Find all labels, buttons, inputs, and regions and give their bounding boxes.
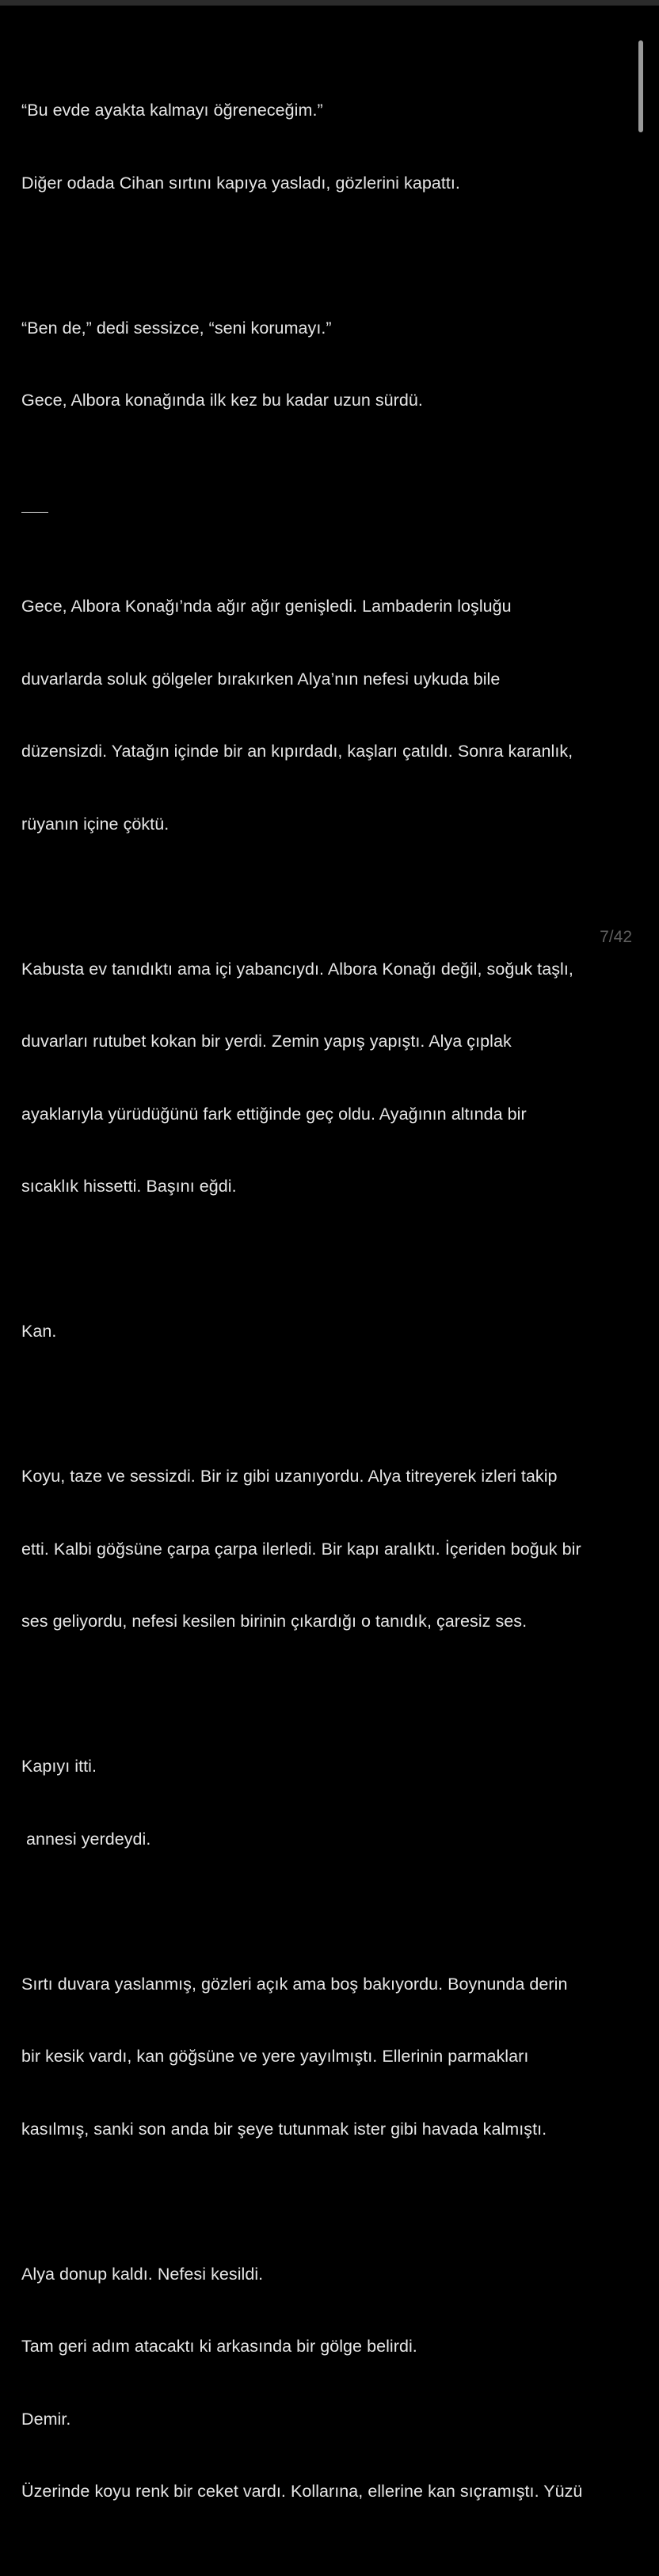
text-line: Tam geri adım atacaktı ki arkasında bir gölge belirdi. xyxy=(21,2337,417,2357)
text-line: etti. Kalbi göğsüne çarpa çarpa ilerledi. Bir kapı aralıktı. İçeriden boğuk bir xyxy=(21,1539,581,1559)
paragraph xyxy=(21,1271,631,1392)
paragraph xyxy=(21,1924,631,2190)
text-line: Sırtı duvara yaslanmış, gözleri açık ama boş bakıyordu. Boynunda derin xyxy=(21,1974,568,1994)
paragraph xyxy=(21,909,631,1247)
text-line: Kabusta ev tanıdıktı ama içi yabancıydı. Albora Konağı değil, soğuk taşlı, xyxy=(21,959,573,979)
text-line: Üzerinde koyu renk bir ceket vardı. Kollarına, ellerine kan sıçramıştı. Yüzü xyxy=(21,2482,583,2502)
paragraph xyxy=(21,268,631,461)
text-line: bir kesik vardı, kan göğsüne ve yere yayılmıştı. Ellerinin parmakları xyxy=(21,2047,529,2067)
paragraph xyxy=(21,2214,631,2552)
chapter-text xyxy=(21,50,631,2576)
text-line: “Ben de,” dedi sessizce, “seni korumayı.” xyxy=(21,318,332,338)
paragraph xyxy=(21,1416,631,1682)
text-line: duvarları rutubet kokan bir yerdi. Zemin yapış yapıştı. Alya çıplak xyxy=(21,1032,512,1051)
section-separator xyxy=(21,512,48,513)
text-line: Demir. xyxy=(21,2409,71,2429)
text-line: sıcaklık hissetti. Başını eğdi. xyxy=(21,1177,237,1196)
text-line: düzensizdi. Yatağın içinde bir an kıpırdadı, kaşları çatıldı. Sonra karanlık, xyxy=(21,742,573,761)
page-indicator: 7/42 xyxy=(600,928,632,946)
paragraph xyxy=(21,50,631,243)
text-line: Koyu, taze ve sessizdi. Bir iz gibi uzanıyordu. Alya titreyerek izleri takip xyxy=(21,1467,558,1486)
reader-view[interactable] xyxy=(0,6,659,2502)
text-line: duvarlarda soluk gölgeler bırakırken Alya’nın nefesi uykuda bile xyxy=(21,669,501,689)
paragraph xyxy=(21,1706,631,1899)
text-line: Kan. xyxy=(21,1322,57,1341)
text-line: Diğer odada Cihan sırtını kapıya yasladı, gözlerini kapattı. xyxy=(21,173,460,193)
text-line: annesi yerdeydi. xyxy=(21,1829,151,1849)
text-line: Gece, Albora konağında ilk kez bu kadar uzun sürdü. xyxy=(21,391,423,410)
paragraph xyxy=(21,546,631,884)
text-line: Alya donup kaldı. Nefesi kesildi. xyxy=(21,2264,264,2284)
text-line: Kapıyı itti. xyxy=(21,1757,97,1776)
text-line: “Bu evde ayakta kalmayı öğreneceğim.” xyxy=(21,101,323,120)
scrollbar-thumb[interactable] xyxy=(638,40,643,132)
text-line: Gece, Albora Konağı’nda ağır ağır genişledi. Lambaderin loşluğu xyxy=(21,597,512,616)
status-bar-strip xyxy=(0,0,659,6)
text-line: ayaklarıyla yürüdüğünü fark ettiğinde geç oldu. Ayağının altında bir xyxy=(21,1104,527,1124)
text-line: rüyanın içine çöktü. xyxy=(21,814,170,834)
text-line: ses geliyordu, nefesi kesilen birinin çıkardığı o tanıdık, çaresiz ses. xyxy=(21,1612,528,1631)
text-line: kasılmış, sanki son anda bir şeye tutunmak ister gibi havada kalmıştı. xyxy=(21,2119,547,2139)
